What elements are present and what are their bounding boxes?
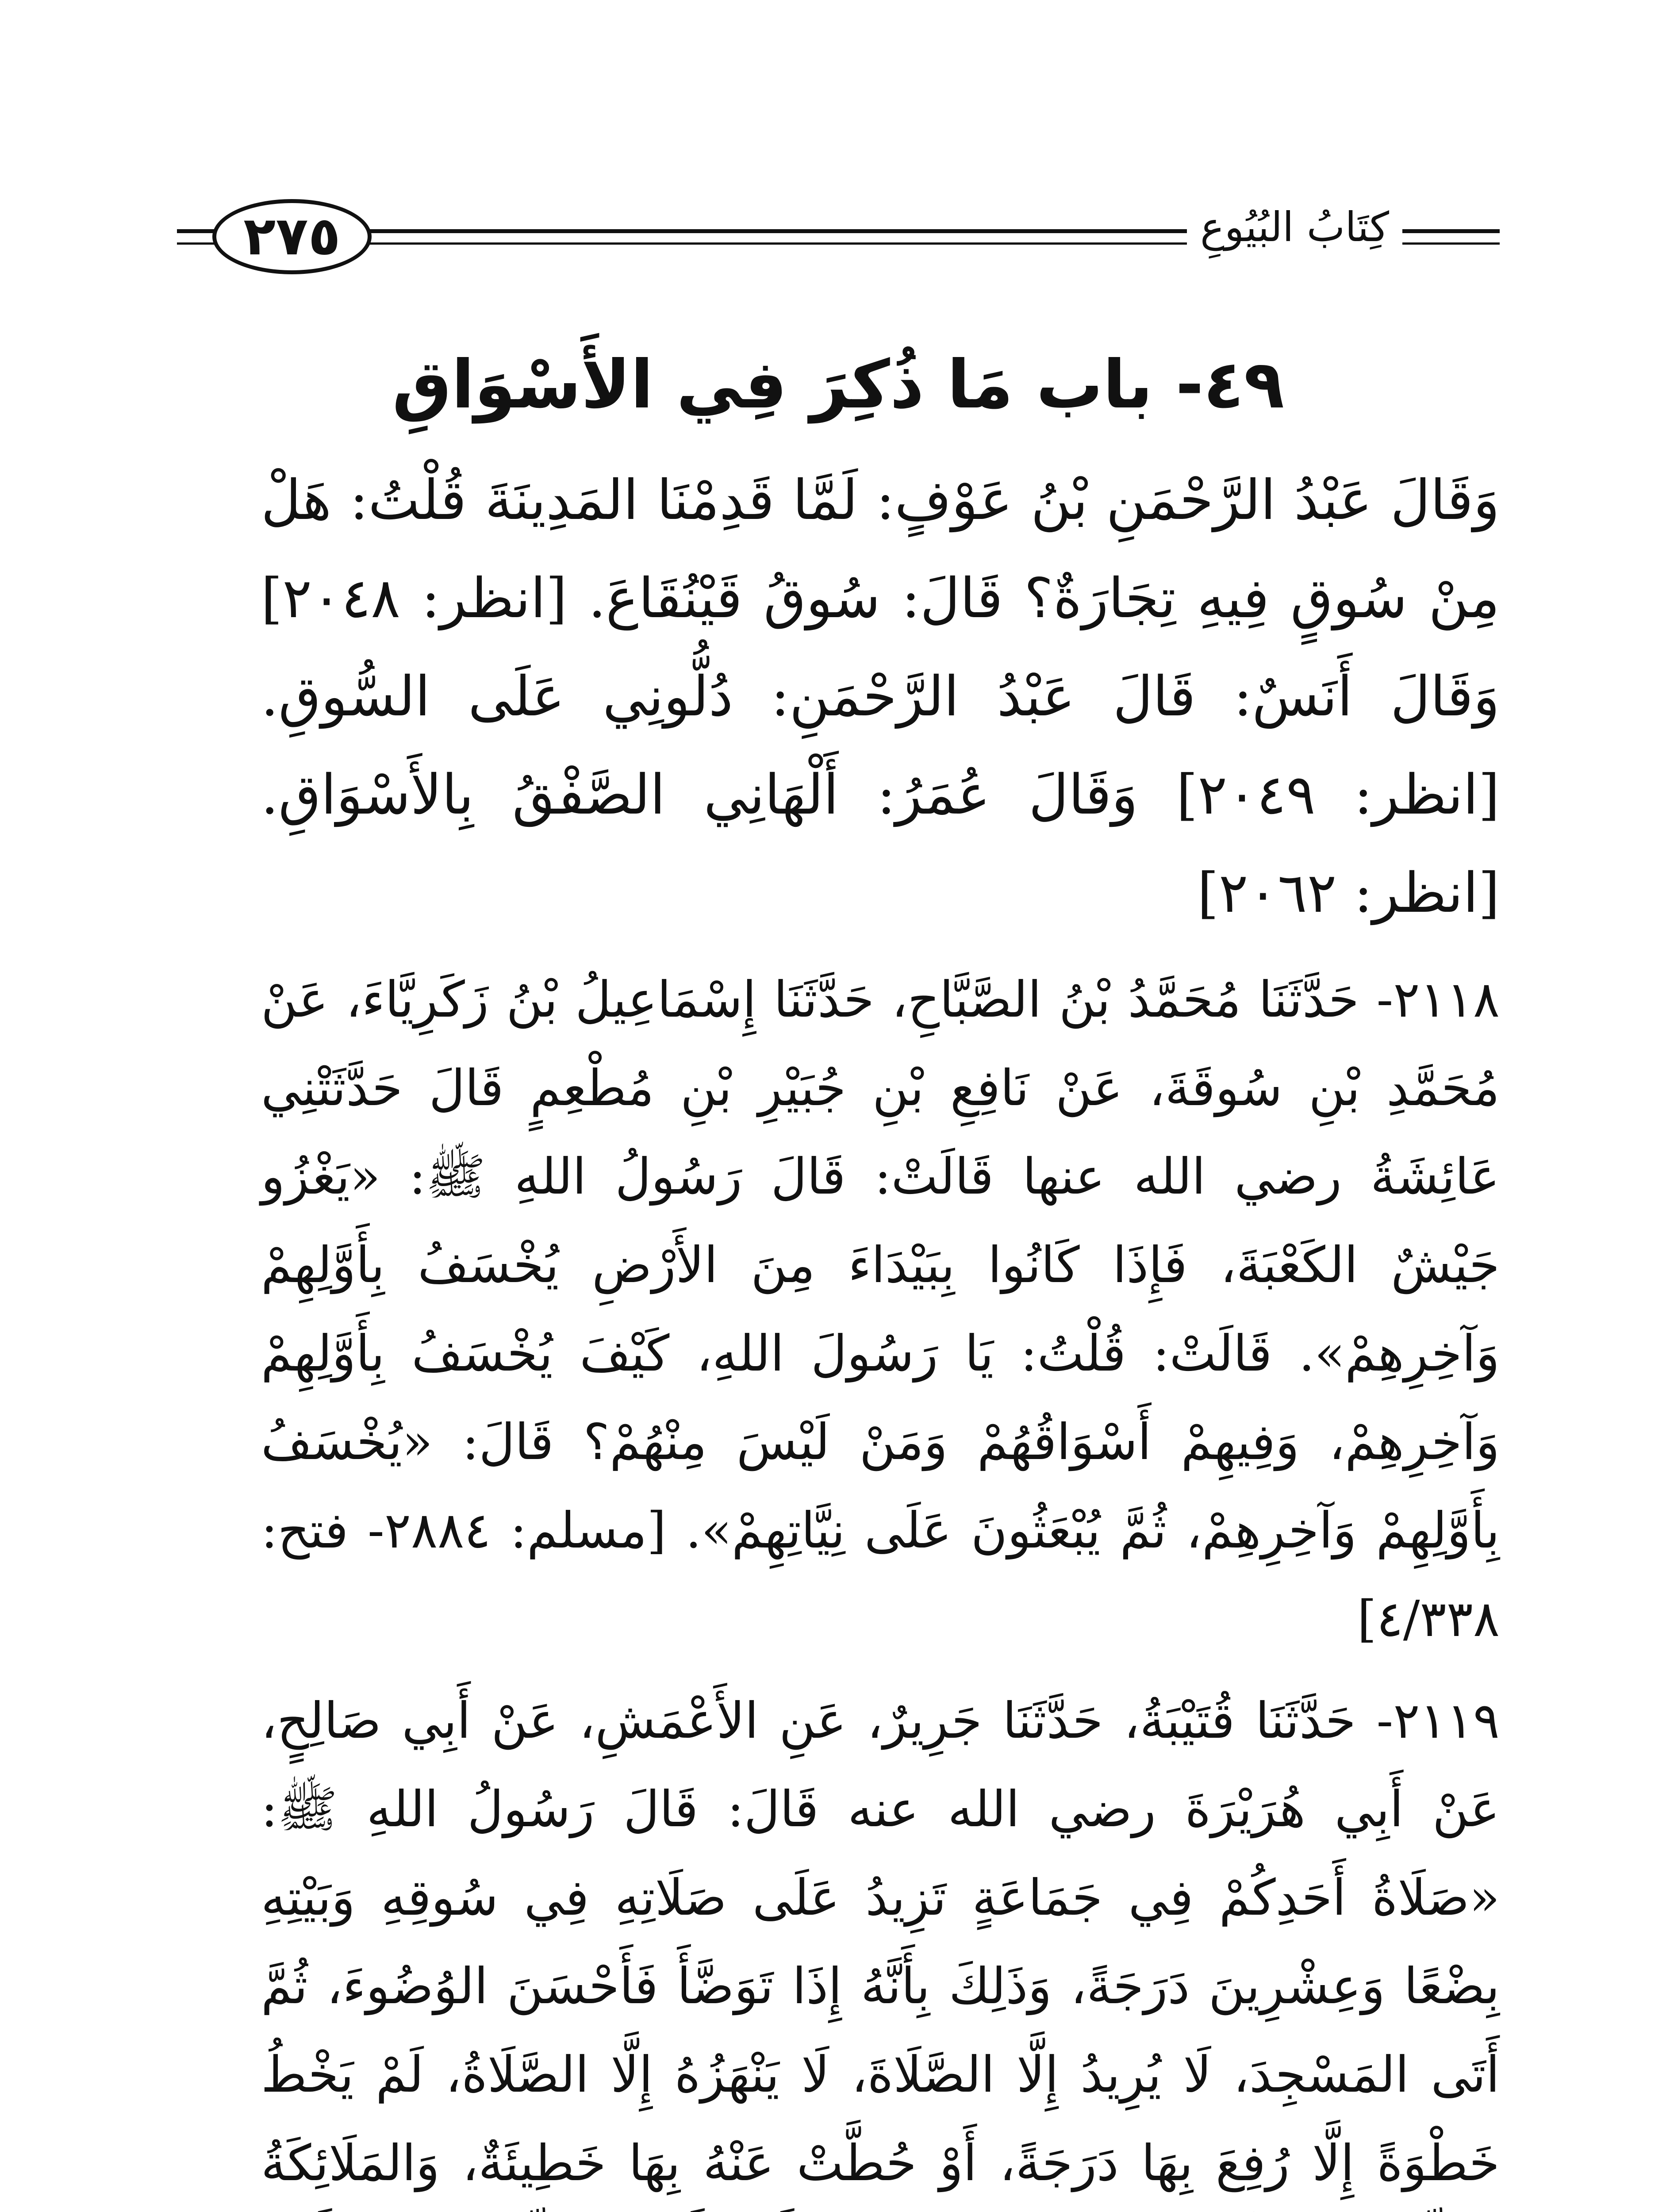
running-title: كِتَابُ البُيُوعِ: [1187, 207, 1402, 248]
header-rule-left-top: [177, 229, 217, 233]
chapter-heading: ٤٩- باب مَا ذُكِرَ فِي الأَسْوَاقِ: [392, 346, 1285, 423]
body-text: [261, 451, 1500, 2212]
header-rule-left-bottom: [177, 242, 217, 245]
page-header: [177, 195, 1500, 288]
chapter-intro-paragraph: وَقَالَ عَبْدُ الرَّحْمَنِ بْنُ عَوْفٍ: لَمَّا قَدِمْنَا المَدِينَةَ قُلْتُ: هَلْ مِنْ سُوقٍ فِيهِ تِجَارَةٌ؟ قَالَ: سُوقُ قَيْنُقَاعَ. [انظر: ٢٠٤٨] وَقَالَ أَنَسٌ: قَالَ عَبْدُ الرَّحْمَنِ: دُلُّونِي عَلَى السُّوقِ. [انظر: ٢٠٤٩] وَقَالَ عُمَرُ: أَلْهَانِي الصَّفْقُ بِالأَسْوَاقِ. [انظر: ٢٠٦٢]: [261, 469, 1500, 925]
header-rule-right-top: [1402, 229, 1500, 233]
header-rule-right-bottom: [1402, 242, 1500, 245]
page-number-badge: [212, 199, 372, 274]
page-number: ٢٧٥: [243, 206, 341, 267]
hadith-2118: ٢١١٨- حَدَّثَنَا مُحَمَّدُ بْنُ الصَّبَّاحِ، حَدَّثَنَا إِسْمَاعِيلُ بْنُ زَكَرِيَّاءَ، عَنْ مُحَمَّدِ بْنِ سُوقَةَ، عَنْ نَافِعِ بْنِ جُبَيْرِ بْنِ مُطْعِمٍ قَالَ حَدَّثَتْنِي عَائِشَةُ رضي الله عنها قَالَتْ: قَالَ رَسُولُ اللهِ ﷺ: «يَغْزُو جَيْشٌ الكَعْبَةَ، فَإِذَا كَانُوا بِبَيْدَاءَ مِنَ الأَرْضِ يُخْسَفُ بِأَوَّلِهِمْ وَآخِرِهِمْ». قَالَتْ: قُلْتُ: يَا رَسُولَ اللهِ، كَيْفَ يُخْسَفُ بِأَوَّلِهِمْ وَآخِرِهِمْ، وَفِيهِمْ أَسْوَاقُهُمْ وَمَنْ لَيْسَ مِنْهُمْ؟ قَالَ: «يُخْسَفُ بِأَوَّلِهِمْ وَآخِرِهِمْ، ثُمَّ يُبْعَثُونَ عَلَى نِيَّاتِهِمْ». [مسلم: ٢٨٨٤- فتح: ٤/٣٣٨]: [261, 971, 1500, 1648]
hadith-2119: ٢١١٩- حَدَّثَنَا قُتَيْبَةُ، حَدَّثَنَا جَرِيرٌ، عَنِ الأَعْمَشِ، عَنْ أَبِي صَالِحٍ، عَنْ أَبِي هُرَيْرَةَ رضي الله عنه قَالَ: قَالَ رَسُولُ اللهِ ﷺ: «صَلَاةُ أَحَدِكُمْ فِي جَمَاعَةٍ تَزِيدُ عَلَى صَلَاتِهِ فِي سُوقِهِ وَبَيْتِهِ بِضْعًا وَعِشْرِينَ دَرَجَةً، وَذَلِكَ بِأَنَّهُ إِذَا تَوَضَّأَ فَأَحْسَنَ الوُضُوءَ، ثُمَّ أَتَى المَسْجِدَ، لَا يُرِيدُ إِلَّا الصَّلَاةَ، لَا يَنْهَزُهُ إِلَّا الصَّلَاةُ، لَمْ يَخْطُ خَطْوَةً إِلَّا رُفِعَ بِهَا دَرَجَةً، أَوْ حُطَّتْ عَنْهُ بِهَا خَطِيئَةٌ، وَالمَلَائِكَةُ: [261, 1692, 1500, 2192]
